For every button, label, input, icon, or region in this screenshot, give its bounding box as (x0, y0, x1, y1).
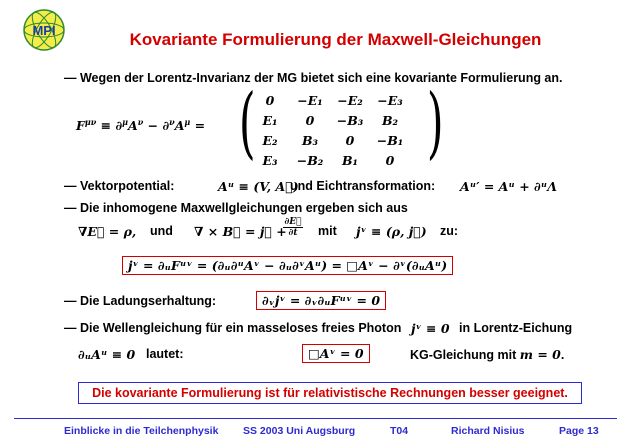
matrix-cell: −B₃ (336, 112, 364, 128)
matrix-cell: 0 (345, 132, 355, 148)
bullet-3: — Die inhomogene Maxwellgleichungen ergeben sich aus (64, 201, 408, 215)
bullet-dash: — (64, 71, 77, 85)
charge-conservation-boxed: ∂ᵥjᵛ = ∂ᵥ∂ᵤFᵘᵛ = 0 (256, 291, 386, 310)
footer-semester: SS 2003 Uni Augsburg (243, 425, 356, 437)
bullet-1 (64, 71, 563, 85)
matrix-cell: −B₂ (296, 152, 324, 168)
bullet-5: — Die Wellengleichung für ein masseloses freies Photon (64, 321, 402, 335)
kg-gleichung-text: KG-Gleichung mit m = 0. (410, 347, 565, 362)
lautet-text: lautet: (146, 347, 184, 361)
bullet-3-text: Die inhomogene Maxwellgleichungen ergeben sich aus (79, 201, 408, 215)
bullet-4: — Die Ladungserhaltung: (64, 294, 217, 308)
matrix-cell: 0 (305, 112, 315, 128)
matrix-cell: −E₁ (297, 92, 323, 108)
inhomogeneous-maxwell-boxed: jᵛ = ∂ᵤFᵘᵛ = (∂ᵤ∂ᵘAᵛ − ∂ᵤ∂ᵛAᵘ) = □Aᵛ − ∂ᵛ(∂ᵤAᵘ) (122, 256, 453, 275)
matrix-right-paren: ) (426, 78, 444, 168)
ladungserhaltung-label: Die Ladungserhaltung: (79, 294, 217, 308)
bullet-5-text: Die Wellengleichung für ein masseloses freies Photon (79, 321, 402, 335)
kg-mass-formula: m = 0 (519, 347, 561, 362)
logo-text: MPI (32, 23, 56, 38)
footer-divider (14, 418, 617, 419)
matrix-cell: E₃ (262, 152, 278, 168)
ampere-fraction: ∂E⃗ ∂t (284, 217, 302, 238)
eichtransformation-formula: Aᵘ′ = Aᵘ + ∂ᵘΛ (460, 179, 557, 194)
footer-author: Richard Nisius (451, 425, 525, 437)
vektorpotential-formula: Aᵘ ≡ (V, A⃗) (218, 179, 299, 194)
matrix-cell: E₁ (262, 112, 278, 128)
conclusion-box: Die kovariante Formulierung ist für relativistische Rechnungen besser geeignet. (78, 382, 582, 404)
field-tensor-matrix (250, 90, 410, 170)
matrix-cell: −B₁ (376, 132, 404, 148)
bullet-1-text: Wegen der Lorentz-Invarianz der MG bietet sich eine kovariante Formulierung an. (79, 71, 563, 85)
matrix-cell: −E₂ (337, 92, 363, 108)
matrix-cell: B₁ (341, 152, 359, 168)
mit-text: mit (318, 224, 337, 238)
matrix-cell: B₂ (381, 112, 399, 128)
lorenz-gauge-condition: ∂ᵤAᵘ ≡ 0 (78, 347, 136, 362)
matrix-cell: 0 (265, 92, 275, 108)
matrix-left-paren: ( (238, 78, 256, 168)
wave-equation-boxed: □Aᵛ = 0 (302, 344, 370, 363)
matrix-cell: B₃ (301, 132, 319, 148)
matrix-cell: 0 (385, 152, 395, 168)
matrix-cell: −E₃ (377, 92, 403, 108)
eichtransformation-label: und Eichtransformation: (290, 179, 436, 193)
ampere-law-formula: ∇ × B⃗ = j⃗ + (194, 224, 287, 239)
vektorpotential-label: Vektorpotential: (79, 179, 175, 193)
bullet-2: — Vektorpotential: (64, 179, 175, 193)
und-text: und (150, 224, 173, 238)
field-tensor-definition: $F^{\mu\nu} \equiv \partial^\mu A^\nu - \partial^\nu A^\mu$ = (76, 117, 206, 134)
current-definition-formula: jᵛ ≡ (ρ, j⃗) (356, 224, 427, 239)
matrix-cell: E₂ (262, 132, 278, 148)
gauss-law-formula: ∇E⃗ = ρ, (78, 224, 137, 239)
lorentz-eichung-text: in Lorentz-Eichung (459, 321, 573, 335)
page-title: Kovariante Formulierung der Maxwell-Gleichungen (129, 30, 542, 49)
zu-text: zu: (440, 224, 459, 238)
footer-page: Page 13 (559, 425, 599, 437)
footer-code: T04 (390, 425, 409, 437)
footer-course: Einblicke in die Teilchenphysik (64, 425, 219, 437)
photon-current-formula: jᵛ ≡ 0 (411, 321, 450, 336)
